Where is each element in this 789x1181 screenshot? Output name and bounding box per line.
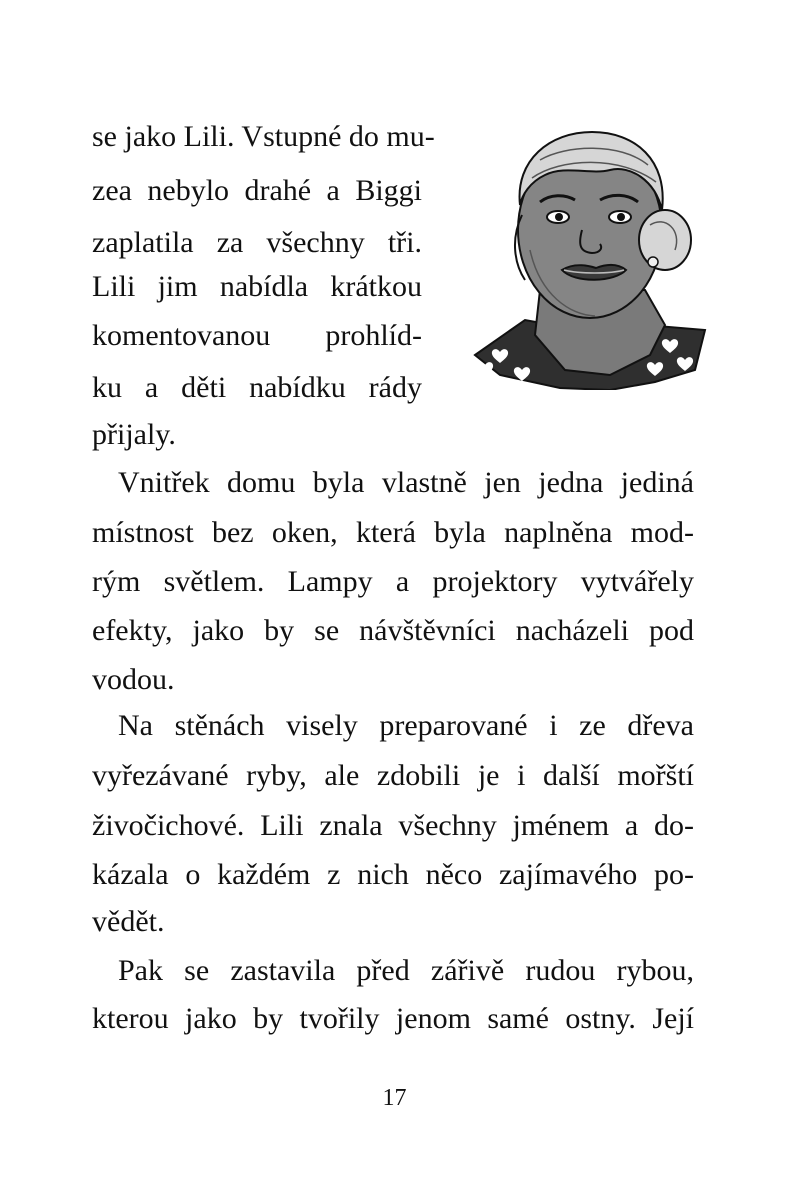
woman-portrait-svg [470,120,710,390]
text-line: kterou jako by tvořily jenom samé ostny. Její [92,1002,694,1035]
text-line: místnost bez oken, která byla naplněna mod- [92,516,694,549]
text-line: živočichové. Lili znala všechny jménem a do- [92,809,694,842]
text-line: komentovanou prohlíd- [92,319,422,352]
woman-portrait-illustration [470,120,710,390]
text-line: Vnitřek domu byla vlastně jen jedna jediná [118,466,694,499]
text-line: kázala o každém z nich něco zajímavého po- [92,858,694,891]
text-line: vědět. [92,905,165,938]
text-line: Na stěnách visely preparované i ze dřeva [118,709,694,742]
text-line: se jako Lili. Vstupné do mu- [92,120,435,153]
text-line: zea nebylo drahé a Biggi [92,174,422,207]
text-line: Lili jim nabídla krátkou [92,270,422,303]
text-line: přijaly. [92,418,176,451]
text-line: efekty, jako by se návštěvníci nacházeli pod [92,614,694,647]
hair-bun [639,210,691,270]
text-line: rým světlem. Lampy a projektory vytvářely [92,565,694,598]
page-number: 17 [382,1085,407,1111]
text-line: ku a děti nabídku rády [92,371,422,404]
text-line: zaplatila za všechny tři. [92,226,422,259]
earring [648,257,658,267]
text-line: Pak se zastavila před zářivě rudou rybou, [118,954,694,987]
text-line: vyřezávané ryby, ale zdobili je i další mořští [92,759,694,792]
text-line: vodou. [92,663,175,696]
